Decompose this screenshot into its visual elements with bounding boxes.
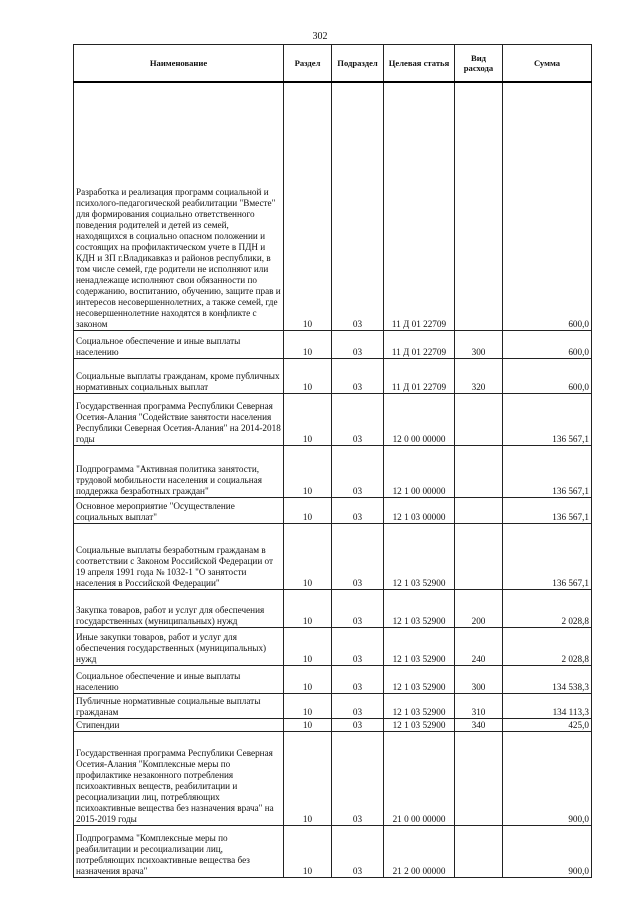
- row-name: Подпрограмма "Комплексные меры по реабилитации и ресоциализации лиц, потребляющих психоактивные вещества без назначения врача": [74, 825, 284, 877]
- table-row: [74, 358, 592, 393]
- row-expense: 300: [455, 330, 503, 358]
- row-name: Социальные выплаты гражданам, кроме публичных нормативных социальных выплат: [74, 358, 284, 393]
- row-subsection: 03: [332, 693, 384, 718]
- table-row: [74, 82, 592, 330]
- row-subsection: 03: [332, 445, 384, 497]
- table-row: [74, 445, 592, 497]
- row-subsection: 03: [332, 589, 384, 627]
- row-target: 11 Д 01 22709: [384, 330, 455, 358]
- row-name: Подпрограмма "Активная политика занятости, трудовой мобильности населения и социальная поддержка безработных граждан": [74, 445, 284, 497]
- header-sum: Сумма: [503, 45, 592, 83]
- table-row: [74, 523, 592, 589]
- row-sum: 136 567,1: [503, 445, 592, 497]
- row-expense: 310: [455, 693, 503, 718]
- table-row: [74, 330, 592, 358]
- table-row: [74, 589, 592, 627]
- row-subsection: 03: [332, 665, 384, 693]
- row-section: 10: [284, 665, 332, 693]
- row-expense: [455, 523, 503, 589]
- row-sum: 600,0: [503, 330, 592, 358]
- row-section: 10: [284, 731, 332, 825]
- row-target: 12 1 03 52900: [384, 589, 455, 627]
- table-row: [74, 393, 592, 445]
- row-name: Стипендии: [74, 718, 284, 731]
- row-section: 10: [284, 445, 332, 497]
- row-expense: 240: [455, 627, 503, 665]
- row-subsection: 03: [332, 523, 384, 589]
- row-section: 10: [284, 718, 332, 731]
- row-subsection: 03: [332, 82, 384, 330]
- row-target: 12 1 03 52900: [384, 693, 455, 718]
- table-header-row: [74, 45, 592, 83]
- row-subsection: 03: [332, 627, 384, 665]
- row-section: 10: [284, 330, 332, 358]
- row-expense: [455, 825, 503, 877]
- row-expense: [455, 82, 503, 330]
- budget-table: [73, 44, 592, 878]
- row-expense: [455, 393, 503, 445]
- row-target: 12 1 00 00000: [384, 445, 455, 497]
- row-target: 21 2 00 00000: [384, 825, 455, 877]
- row-section: 10: [284, 693, 332, 718]
- row-target: 12 0 00 00000: [384, 393, 455, 445]
- row-section: 10: [284, 358, 332, 393]
- row-subsection: 03: [332, 718, 384, 731]
- row-sum: 425,0: [503, 718, 592, 731]
- table-row: [74, 627, 592, 665]
- row-name: Разработка и реализация программ социальной и психолого-педагогической реабилитации "Вместе" для формирования социально ответственного поведения родителей и детей из семей, находящихся в социально опасном положении и состоящих на профилактическом учете в ПДН и КДН и ЗП г.Владикавказ и районов республики, в том числе семей, где родители не исполняют или ненадлежаще исполняют свои обязанности по содержанию, воспитанию, обучению, защите прав и интересов несовершеннолетних, а также семей, где несовершеннолетние находятся в конфликте с законом: [74, 82, 284, 330]
- row-sum: 900,0: [503, 731, 592, 825]
- header-section: Раздел: [284, 45, 332, 83]
- row-section: 10: [284, 589, 332, 627]
- table-row: [74, 718, 592, 731]
- table-row: [74, 665, 592, 693]
- row-subsection: 03: [332, 358, 384, 393]
- table-row: [74, 825, 592, 877]
- row-name: Государственная программа Республики Северная Осетия-Алания "Комплексные меры по профилактике незаконного потребления психоактивных веществ, реабилитации и ресоциализации лиц, потребляющих психоактивные вещества без назначения врача" на 2015-2019 годы: [74, 731, 284, 825]
- row-expense: 320: [455, 358, 503, 393]
- row-section: 10: [284, 825, 332, 877]
- row-target: 12 1 03 52900: [384, 523, 455, 589]
- row-section: 10: [284, 82, 332, 330]
- row-name: Социальное обеспечение и иные выплаты населению: [74, 665, 284, 693]
- row-section: 10: [284, 523, 332, 589]
- row-target: 11 Д 01 22709: [384, 82, 455, 330]
- row-section: 10: [284, 497, 332, 523]
- row-name: Публичные нормативные социальные выплаты гражданам: [74, 693, 284, 718]
- row-sum: 600,0: [503, 82, 592, 330]
- row-subsection: 03: [332, 497, 384, 523]
- row-expense: [455, 445, 503, 497]
- row-expense: 200: [455, 589, 503, 627]
- header-subsection: Подраздел: [332, 45, 384, 83]
- row-section: 10: [284, 627, 332, 665]
- row-target: 11 Д 01 22709: [384, 358, 455, 393]
- row-subsection: 03: [332, 330, 384, 358]
- row-subsection: 03: [332, 825, 384, 877]
- row-target: 12 1 03 52900: [384, 665, 455, 693]
- row-sum: 134 538,3: [503, 665, 592, 693]
- table-row: [74, 497, 592, 523]
- row-sum: 2 028,8: [503, 589, 592, 627]
- row-section: 10: [284, 393, 332, 445]
- row-name: Государственная программа Республики Северная Осетия-Алания "Содействие занятости населения Республики Северная Осетия-Алания" на 2014-2018 годы: [74, 393, 284, 445]
- table-row: [74, 731, 592, 825]
- row-sum: 134 113,3: [503, 693, 592, 718]
- row-expense: [455, 731, 503, 825]
- row-sum: 136 567,1: [503, 523, 592, 589]
- row-sum: 136 567,1: [503, 393, 592, 445]
- row-expense: 300: [455, 665, 503, 693]
- row-sum: 900,0: [503, 825, 592, 877]
- row-name: Основное мероприятие "Осуществление социальных выплат": [74, 497, 284, 523]
- table-row: [74, 693, 592, 718]
- header-expense: Вид расхода: [455, 45, 503, 83]
- page-number: 302: [312, 31, 328, 42]
- row-expense: [455, 497, 503, 523]
- row-target: 12 1 03 52900: [384, 627, 455, 665]
- row-sum: 600,0: [503, 358, 592, 393]
- header-target: Целевая статья: [384, 45, 455, 83]
- header-name: Наименование: [74, 45, 284, 83]
- row-sum: 2 028,8: [503, 627, 592, 665]
- row-name: Закупка товаров, работ и услуг для обеспечения государственных (муниципальных) нужд: [74, 589, 284, 627]
- row-name: Иные закупки товаров, работ и услуг для обеспечения государственных (муниципальных) нужд: [74, 627, 284, 665]
- row-subsection: 03: [332, 393, 384, 445]
- row-expense: 340: [455, 718, 503, 731]
- row-target: 12 1 03 00000: [384, 497, 455, 523]
- row-subsection: 03: [332, 731, 384, 825]
- row-sum: 136 567,1: [503, 497, 592, 523]
- row-target: 21 0 00 00000: [384, 731, 455, 825]
- row-name: Социальные выплаты безработным гражданам в соответствии с Законом Российской Федерации от 19 апреля 1991 года № 1032-1 "О занятости населения в Российской Федерации": [74, 523, 284, 589]
- row-name: Социальное обеспечение и иные выплаты населению: [74, 330, 284, 358]
- row-target: 12 1 03 52900: [384, 718, 455, 731]
